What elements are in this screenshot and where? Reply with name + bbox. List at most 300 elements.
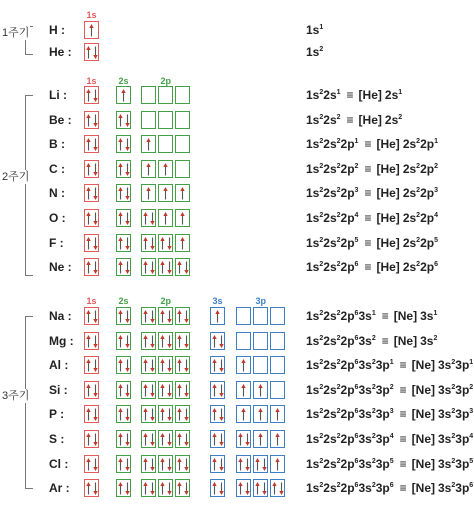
spin-up-arrow-icon	[258, 433, 263, 446]
element-symbol: H :	[49, 23, 65, 37]
spin-down-arrow-icon	[184, 408, 189, 421]
orbital-box	[175, 258, 190, 276]
orbital-box	[210, 430, 225, 448]
spin-down-arrow-icon	[125, 433, 130, 446]
period-bracket-tick	[25, 54, 33, 55]
spin-up-arrow-icon	[275, 458, 280, 471]
electron-count: 6	[469, 482, 474, 489]
electron-count: 2	[319, 89, 324, 96]
orbital-box	[175, 430, 190, 448]
subshell-header: 3s	[212, 296, 223, 306]
orbital-box	[84, 307, 99, 325]
orbital-box	[175, 135, 190, 153]
orbital-term: 1s	[306, 432, 320, 446]
electron-count: 2	[371, 359, 376, 366]
orbital-term: 2p	[340, 334, 355, 348]
spin-down-arrow-icon	[125, 458, 130, 471]
electron-count: 6	[354, 359, 359, 366]
electron-count: 6	[354, 482, 359, 489]
spin-up-arrow-icon	[163, 187, 168, 200]
orbital-term: 2s	[323, 383, 337, 397]
spin-down-arrow-icon	[93, 163, 98, 176]
spin-down-arrow-icon	[184, 458, 189, 471]
spin-up-arrow-icon	[160, 359, 165, 372]
spin-up-arrow-icon	[177, 408, 182, 421]
spin-up-arrow-icon	[275, 408, 280, 421]
noble-gas-core: [Ne]	[393, 309, 418, 323]
electron-count: 5	[434, 237, 438, 244]
orbital-box	[141, 479, 156, 497]
spin-up-arrow-icon	[86, 310, 91, 323]
equivalence-symbol: ≡	[399, 432, 407, 446]
orbital-box	[116, 258, 131, 276]
orbital-term: 3s	[420, 309, 434, 323]
electron-count: 2	[319, 187, 324, 194]
element-symbol: Be :	[49, 113, 72, 127]
spin-up-arrow-icon	[118, 187, 123, 200]
electron-count: 2	[336, 187, 341, 194]
orbital-box	[270, 356, 285, 374]
orbital-term: 3s	[438, 457, 452, 471]
subshell-header: 2p	[160, 296, 172, 306]
electron-count: 6	[354, 433, 359, 440]
spin-down-arrow-icon	[219, 335, 224, 348]
spin-up-arrow-icon	[177, 310, 182, 323]
spin-up-arrow-icon	[255, 482, 260, 495]
electron-configuration	[306, 211, 438, 225]
spin-up-arrow-icon	[177, 458, 182, 471]
spin-up-arrow-icon	[118, 359, 123, 372]
spin-down-arrow-icon	[125, 384, 130, 397]
electron-configuration	[306, 432, 473, 446]
spin-down-arrow-icon	[167, 237, 172, 250]
orbital-term: 1s	[306, 358, 320, 372]
spin-down-arrow-icon	[219, 359, 224, 372]
spin-up-arrow-icon	[160, 335, 165, 348]
spin-up-arrow-icon	[180, 237, 185, 250]
spin-down-arrow-icon	[184, 335, 189, 348]
electron-count: 6	[354, 310, 359, 317]
spin-up-arrow-icon	[160, 433, 165, 446]
spin-up-arrow-icon	[143, 335, 148, 348]
orbital-box	[236, 332, 251, 350]
orbital-term: 2s	[402, 137, 417, 151]
orbital-box	[84, 332, 99, 350]
electron-count: 5	[469, 458, 474, 465]
electron-configuration	[306, 358, 473, 372]
spin-up-arrow-icon	[238, 482, 243, 495]
spin-up-arrow-icon	[275, 433, 280, 446]
element-symbol: Na :	[49, 309, 72, 323]
orbital-term: 1s	[306, 334, 320, 348]
spin-down-arrow-icon	[245, 458, 250, 471]
equivalence-symbol: ≡	[346, 88, 354, 102]
orbital-term: 2s	[323, 407, 337, 421]
spin-down-arrow-icon	[245, 433, 250, 446]
spin-up-arrow-icon	[177, 482, 182, 495]
spin-down-arrow-icon	[93, 359, 98, 372]
period-label: 1주기	[2, 27, 30, 39]
spin-up-arrow-icon	[143, 482, 148, 495]
electron-count: 2	[319, 482, 324, 489]
orbital-term: 2p	[340, 260, 355, 274]
electron-configuration	[306, 383, 473, 397]
electron-count: 2	[319, 46, 324, 53]
orbital-term: 1s	[306, 137, 320, 151]
electron-count: 6	[354, 458, 359, 465]
orbital-box	[158, 86, 173, 104]
electron-configuration	[306, 137, 438, 151]
orbital-box	[270, 381, 285, 399]
spin-down-arrow-icon	[219, 433, 224, 446]
electron-count: 1	[389, 359, 394, 366]
electron-count: 2	[416, 138, 421, 145]
orbital-box	[175, 307, 190, 325]
electron-count: 2	[451, 458, 456, 465]
equivalence-symbol: ≡	[399, 457, 407, 471]
orbital-term: 1s	[306, 481, 320, 495]
orbital-term: 1s	[306, 407, 320, 421]
orbital-box	[141, 405, 156, 423]
orbital-term: 3p	[375, 407, 390, 421]
electron-configuration	[306, 309, 437, 323]
orbital-term: 2s	[323, 211, 337, 225]
electron-count: 2	[319, 138, 324, 145]
element-symbol: P :	[49, 407, 65, 421]
orbital-term: 3s	[358, 334, 372, 348]
subshell-header: 1s	[86, 76, 97, 86]
orbital-box	[84, 234, 99, 252]
electron-count: 1	[433, 310, 438, 317]
electron-count: 2	[416, 163, 421, 170]
spin-down-arrow-icon	[167, 335, 172, 348]
orbital-term: 2s	[323, 358, 337, 372]
spin-down-arrow-icon	[245, 482, 250, 495]
spin-up-arrow-icon	[177, 335, 182, 348]
electron-count: 2	[336, 212, 341, 219]
electron-count: 2	[433, 335, 438, 342]
spin-down-arrow-icon	[125, 335, 130, 348]
spin-down-arrow-icon	[219, 384, 224, 397]
element-symbol: O :	[49, 211, 66, 225]
orbital-term: 2s	[323, 457, 337, 471]
orbital-box	[175, 234, 190, 252]
orbital-box	[236, 307, 251, 325]
orbital-box	[84, 455, 99, 473]
orbital-box	[84, 21, 99, 39]
electron-count: 1	[319, 24, 324, 31]
equivalence-symbol: ≡	[381, 334, 389, 348]
electron-count: 3	[354, 187, 359, 194]
orbital-term: 3s	[438, 432, 452, 446]
orbital-box	[175, 160, 190, 178]
spin-down-arrow-icon	[184, 384, 189, 397]
spin-up-arrow-icon	[177, 433, 182, 446]
orbital-term: 3s	[438, 383, 452, 397]
period-bracket-tick	[25, 275, 33, 276]
spin-down-arrow-icon	[150, 212, 155, 225]
element-symbol: Ar :	[49, 481, 70, 495]
orbital-box	[270, 307, 285, 325]
orbital-box	[141, 381, 156, 399]
equivalence-symbol: ≡	[381, 309, 389, 323]
spin-up-arrow-icon	[143, 384, 148, 397]
spin-up-arrow-icon	[118, 237, 123, 250]
spin-down-arrow-icon	[125, 310, 130, 323]
orbital-box	[116, 356, 131, 374]
spin-up-arrow-icon	[86, 187, 91, 200]
orbital-box	[253, 430, 268, 448]
orbital-term: 2s	[323, 260, 337, 274]
orbital-term: 2p	[420, 260, 435, 274]
spin-down-arrow-icon	[125, 359, 130, 372]
spin-up-arrow-icon	[215, 310, 220, 323]
electron-count: 2	[319, 335, 324, 342]
spin-up-arrow-icon	[212, 335, 217, 348]
orbital-box	[158, 455, 173, 473]
electron-count: 2	[416, 261, 421, 268]
spin-up-arrow-icon	[86, 433, 91, 446]
electron-configuration	[306, 45, 323, 59]
orbital-term: 2p	[420, 211, 435, 225]
spin-up-arrow-icon	[118, 114, 123, 127]
orbital-box	[236, 430, 251, 448]
orbital-term: 1s	[306, 186, 320, 200]
period-bracket-tick	[25, 488, 33, 489]
orbital-term: 3p	[455, 481, 470, 495]
orbital-box	[175, 405, 190, 423]
orbital-box	[141, 356, 156, 374]
electron-count: 6	[354, 335, 359, 342]
spin-down-arrow-icon	[125, 408, 130, 421]
electron-count: 2	[319, 384, 324, 391]
spin-down-arrow-icon	[167, 261, 172, 274]
noble-gas-core: [He]	[376, 236, 400, 250]
orbital-box	[84, 258, 99, 276]
spin-down-arrow-icon	[150, 482, 155, 495]
spin-up-arrow-icon	[212, 433, 217, 446]
orbital-term: 3p	[455, 457, 470, 471]
subshell-header: 2s	[118, 296, 129, 306]
electron-count: 2	[319, 114, 324, 121]
orbital-box	[210, 405, 225, 423]
orbital-box	[141, 332, 156, 350]
orbital-box	[116, 332, 131, 350]
orbital-box	[116, 405, 131, 423]
orbital-box	[116, 184, 131, 202]
spin-up-arrow-icon	[86, 458, 91, 471]
noble-gas-core: [Ne]	[411, 481, 435, 495]
spin-up-arrow-icon	[143, 261, 148, 274]
spin-up-arrow-icon	[86, 89, 91, 102]
orbital-term: 2p	[340, 186, 355, 200]
spin-up-arrow-icon	[163, 212, 168, 225]
orbital-box	[141, 86, 156, 104]
orbital-box	[116, 111, 131, 129]
spin-up-arrow-icon	[118, 310, 123, 323]
equivalence-symbol: ≡	[399, 383, 407, 397]
spin-up-arrow-icon	[160, 237, 165, 250]
noble-gas-core: [He]	[358, 88, 382, 102]
orbital-term: 3s	[358, 358, 372, 372]
orbital-term: 3p	[455, 358, 470, 372]
spin-up-arrow-icon	[177, 261, 182, 274]
period-label: 2주기	[2, 171, 30, 183]
electron-count: 2	[434, 163, 438, 170]
orbital-term: 3s	[358, 457, 372, 471]
orbital-term: 2p	[340, 309, 355, 323]
spin-up-arrow-icon	[212, 384, 217, 397]
orbital-box	[116, 455, 131, 473]
orbital-box	[270, 332, 285, 350]
spin-down-arrow-icon	[150, 237, 155, 250]
spin-up-arrow-icon	[212, 359, 217, 372]
orbital-box	[141, 234, 156, 252]
orbital-term: 2p	[420, 186, 435, 200]
electron-count: 2	[336, 408, 341, 415]
orbital-term: 1s	[306, 236, 320, 250]
orbital-term: 2p	[420, 236, 435, 250]
spin-up-arrow-icon	[146, 163, 151, 176]
spin-down-arrow-icon	[93, 89, 98, 102]
orbital-box	[210, 332, 225, 350]
orbital-box	[84, 430, 99, 448]
orbital-box	[175, 209, 190, 227]
spin-down-arrow-icon	[150, 359, 155, 372]
electron-count: 2	[319, 310, 324, 317]
electron-count: 2	[336, 163, 341, 170]
spin-up-arrow-icon	[180, 212, 185, 225]
spin-down-arrow-icon	[184, 359, 189, 372]
orbital-term: 2p	[340, 457, 355, 471]
spin-up-arrow-icon	[86, 46, 91, 59]
element-symbol: F :	[49, 236, 64, 250]
orbital-term: 1s	[306, 457, 320, 471]
orbital-box	[158, 258, 173, 276]
noble-gas-core: [He]	[358, 113, 382, 127]
orbital-box	[116, 430, 131, 448]
orbital-term: 3p	[455, 383, 470, 397]
spin-up-arrow-icon	[241, 384, 246, 397]
orbital-box	[116, 381, 131, 399]
spin-up-arrow-icon	[121, 89, 126, 102]
orbital-box	[158, 184, 173, 202]
orbital-box	[236, 405, 251, 423]
electron-count: 1	[434, 138, 438, 145]
electron-count: 2	[319, 359, 324, 366]
electron-configuration	[306, 260, 438, 274]
orbital-box	[141, 455, 156, 473]
noble-gas-core: [Ne]	[411, 407, 435, 421]
equivalence-symbol: ≡	[346, 113, 354, 127]
spin-up-arrow-icon	[89, 24, 94, 37]
orbital-box	[141, 184, 156, 202]
equivalence-symbol: ≡	[399, 358, 407, 372]
orbital-term: 2p	[340, 481, 355, 495]
electron-count: 2	[336, 433, 341, 440]
electron-count: 2	[451, 482, 456, 489]
period-bracket	[25, 95, 26, 275]
spin-up-arrow-icon	[146, 138, 151, 151]
orbital-term: 3s	[438, 481, 452, 495]
orbital-term: 2p	[340, 162, 355, 176]
equivalence-symbol: ≡	[364, 211, 372, 225]
noble-gas-core: [Ne]	[411, 383, 435, 397]
orbital-term: 2s	[402, 211, 417, 225]
electron-configuration	[306, 88, 402, 102]
electron-count: 2	[451, 359, 456, 366]
electron-count: 6	[389, 482, 394, 489]
electron-configuration	[306, 407, 473, 421]
orbital-box	[158, 209, 173, 227]
electron-count: 4	[434, 212, 438, 219]
electron-configuration	[306, 236, 438, 250]
spin-up-arrow-icon	[177, 384, 182, 397]
orbital-box	[158, 307, 173, 325]
spin-down-arrow-icon	[184, 433, 189, 446]
spin-down-arrow-icon	[219, 482, 224, 495]
electron-count: 3	[469, 408, 474, 415]
spin-up-arrow-icon	[86, 359, 91, 372]
spin-up-arrow-icon	[118, 408, 123, 421]
spin-down-arrow-icon	[93, 212, 98, 225]
spin-up-arrow-icon	[118, 261, 123, 274]
electron-count: 2	[451, 433, 456, 440]
orbital-box	[253, 332, 268, 350]
orbital-box	[175, 455, 190, 473]
spin-down-arrow-icon	[150, 433, 155, 446]
electron-count: 4	[354, 212, 359, 219]
orbital-box	[210, 356, 225, 374]
electron-count: 2	[336, 138, 341, 145]
electron-count: 2	[319, 261, 324, 268]
orbital-box	[175, 184, 190, 202]
spin-up-arrow-icon	[86, 163, 91, 176]
noble-gas-core: [He]	[376, 211, 400, 225]
spin-down-arrow-icon	[125, 138, 130, 151]
spin-down-arrow-icon	[93, 46, 98, 59]
orbital-term: 3s	[438, 407, 452, 421]
electron-count: 2	[336, 335, 341, 342]
orbital-box	[84, 111, 99, 129]
orbital-box	[158, 381, 173, 399]
orbital-term: 1s	[306, 113, 320, 127]
noble-gas-core: [He]	[376, 260, 400, 274]
spin-up-arrow-icon	[160, 261, 165, 274]
electron-count: 1	[398, 89, 403, 96]
orbital-box	[141, 135, 156, 153]
orbital-term: 2p	[420, 137, 435, 151]
spin-down-arrow-icon	[184, 261, 189, 274]
element-symbol: Ne :	[49, 260, 72, 274]
orbital-box	[84, 405, 99, 423]
spin-down-arrow-icon	[150, 384, 155, 397]
subshell-header: 3p	[255, 296, 267, 306]
spin-down-arrow-icon	[93, 261, 98, 274]
orbital-box	[270, 405, 285, 423]
electron-configuration	[306, 186, 438, 200]
orbital-term: 2p	[340, 383, 355, 397]
orbital-term: 3p	[375, 383, 390, 397]
spin-up-arrow-icon	[258, 384, 263, 397]
orbital-box	[84, 86, 99, 104]
orbital-box	[175, 356, 190, 374]
electron-count: 2	[319, 433, 324, 440]
spin-down-arrow-icon	[93, 237, 98, 250]
orbital-term: 2p	[420, 162, 435, 176]
electron-count: 2	[336, 237, 341, 244]
electron-count: 5	[389, 458, 394, 465]
